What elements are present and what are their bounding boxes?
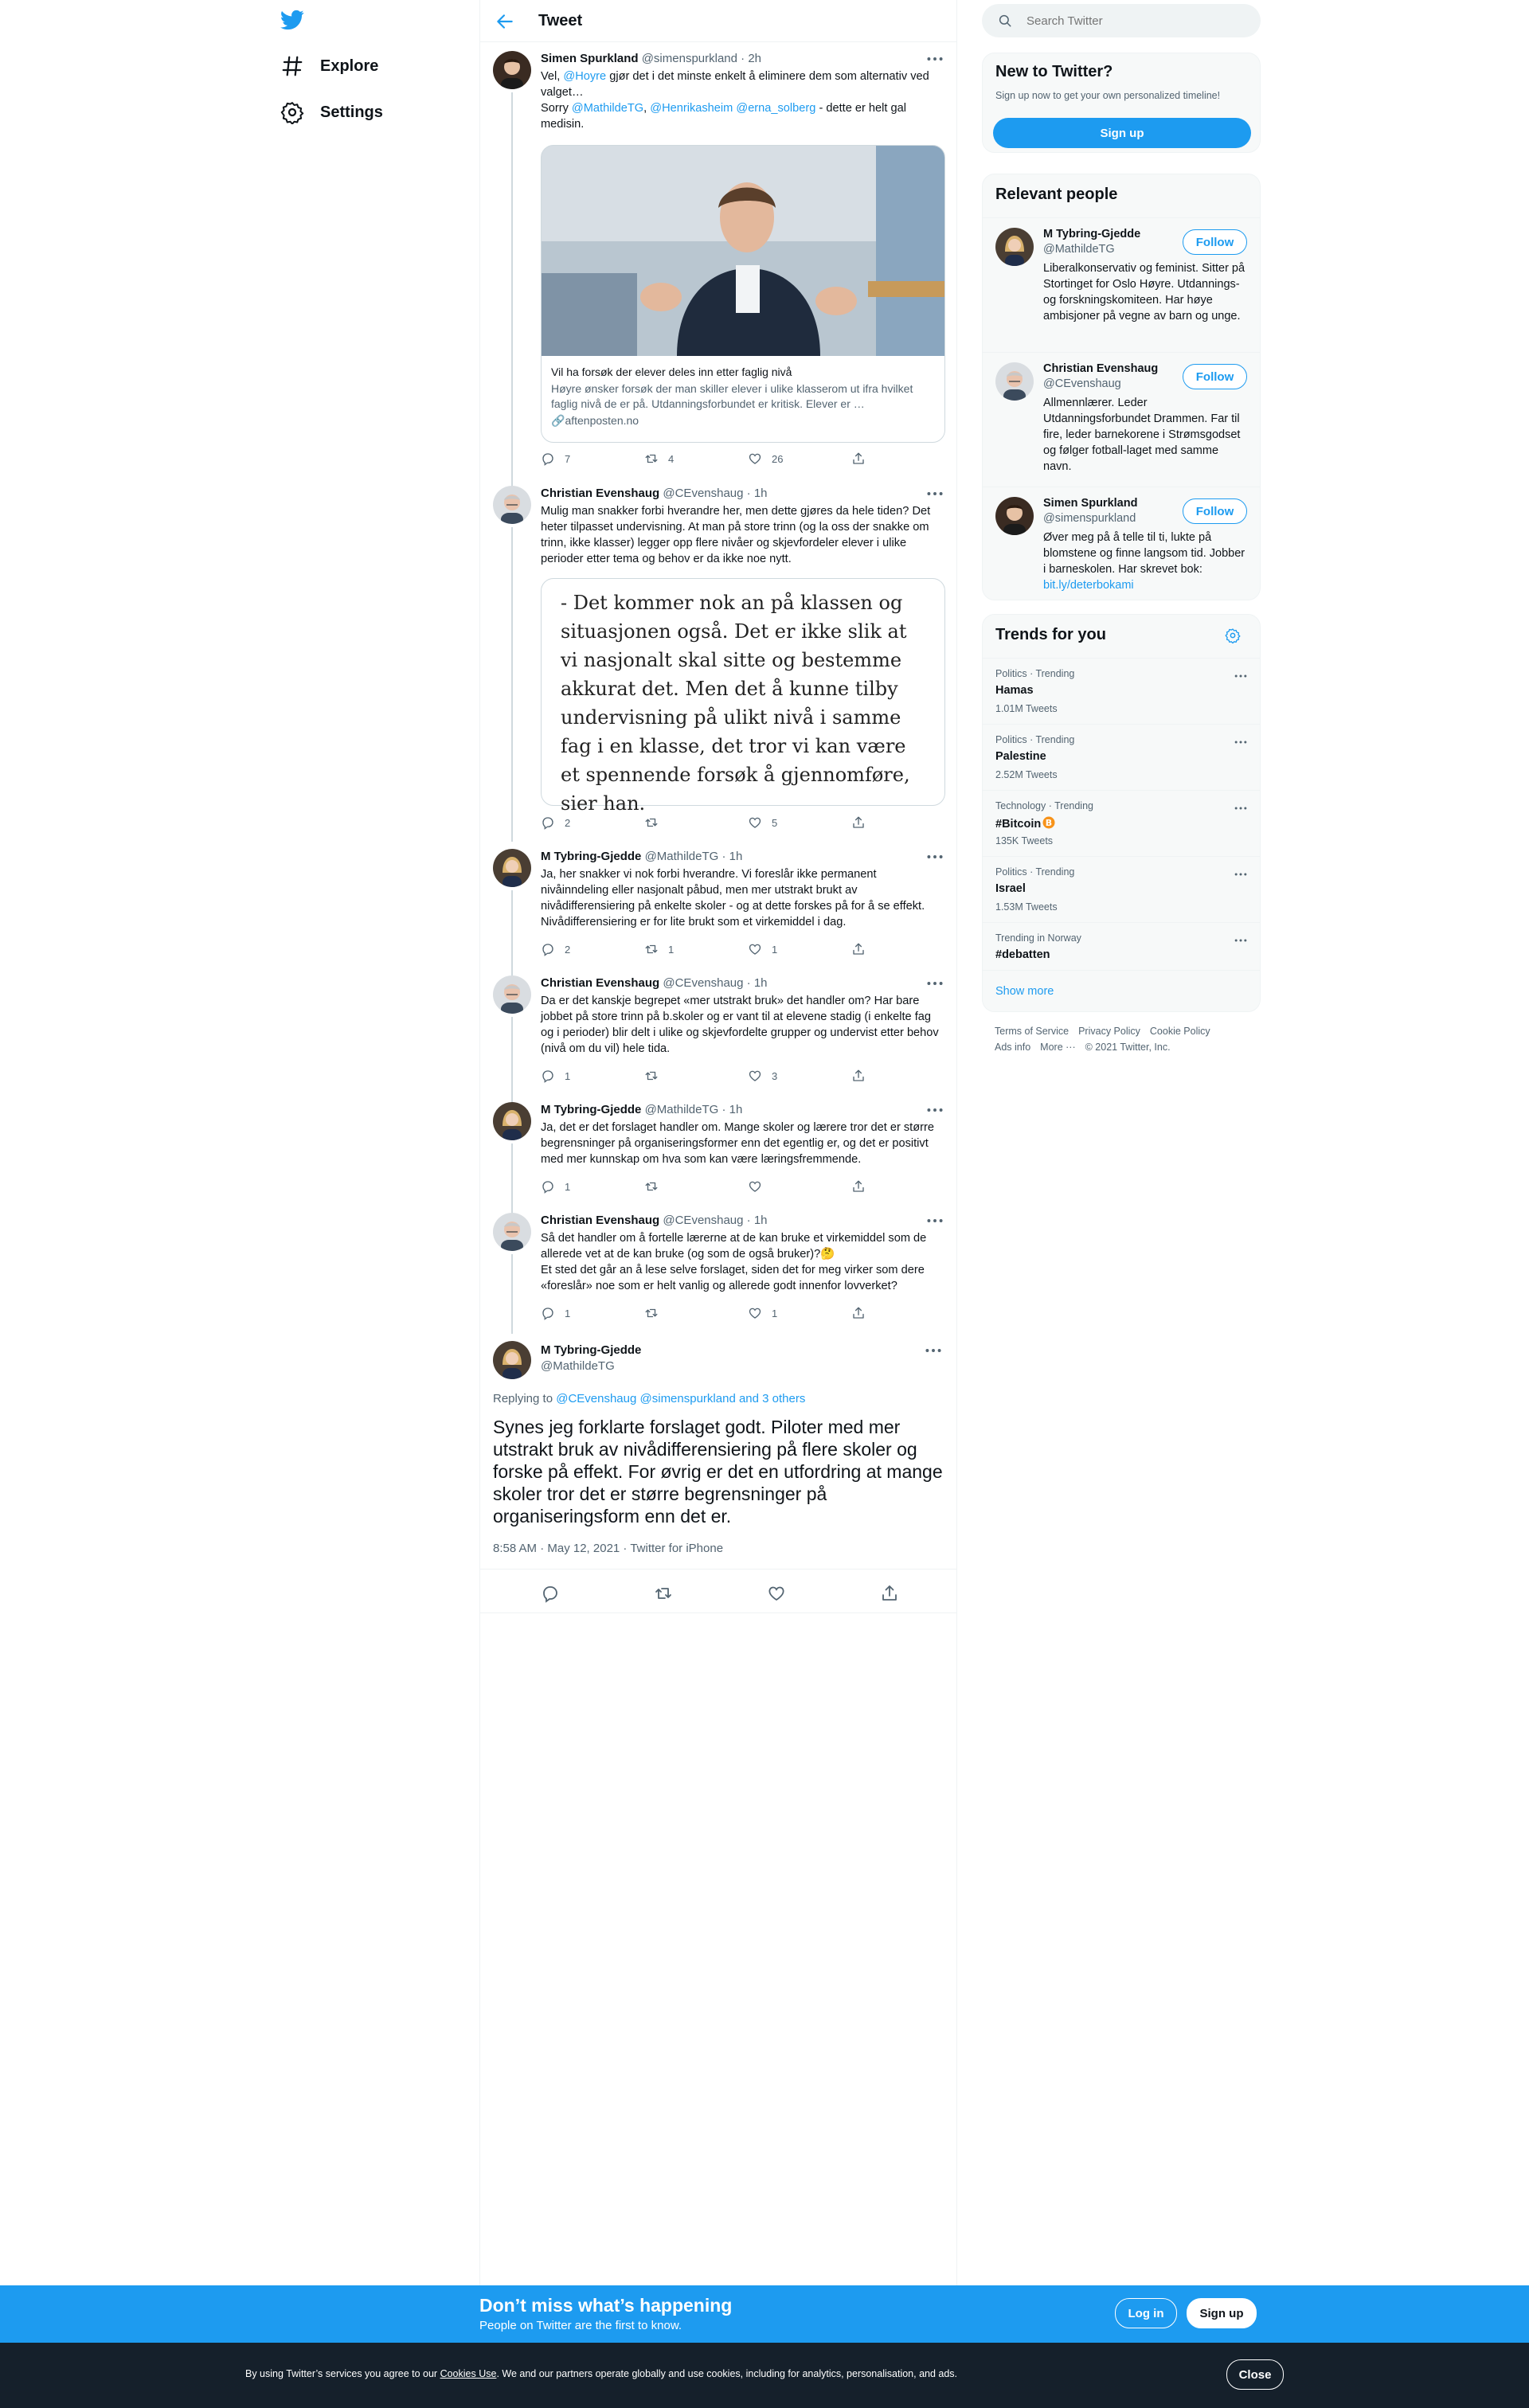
author-name[interactable]: Simen Spurkland	[541, 52, 639, 65]
tweet-time[interactable]: · 1h	[746, 976, 768, 990]
reply-icon	[541, 942, 555, 956]
tweet-time[interactable]: · 1h	[746, 1214, 768, 1227]
retweet-button[interactable]	[644, 1305, 748, 1321]
trend-name: #debatten	[995, 948, 1050, 961]
card-domain: aftenposten.no	[565, 414, 639, 427]
thread-tweet[interactable]	[480, 51, 956, 481]
signup-promo-bar	[0, 2285, 1529, 2343]
author-handle: @CEvenshaug	[663, 487, 744, 500]
avatar[interactable]	[493, 486, 531, 524]
panel-title: Trends for you	[995, 626, 1106, 643]
heart-icon	[748, 1179, 762, 1194]
thread-connector	[511, 1143, 513, 1214]
trend-context: Politics · Trending	[995, 734, 1075, 745]
more-options-icon[interactable]	[1233, 670, 1249, 682]
reply-icon	[541, 452, 555, 466]
trend-count: 2.52M Tweets	[995, 769, 1058, 780]
retweet-icon	[644, 1306, 659, 1320]
more-link[interactable]: More ···	[1040, 1042, 1076, 1053]
cookie-text	[245, 2368, 957, 2379]
share-button[interactable]	[851, 815, 891, 831]
author-handle: @simenspurkland	[641, 52, 737, 65]
person-card[interactable]	[983, 217, 1261, 352]
like-button[interactable]	[748, 1068, 851, 1084]
search-box[interactable]	[982, 4, 1261, 37]
bio-link[interactable]: bit.ly/deterbokami	[1043, 579, 1134, 592]
reply-button[interactable]	[541, 1179, 644, 1194]
retweet-icon	[644, 815, 659, 830]
back-arrow-icon[interactable]	[495, 11, 515, 32]
thread-tweet[interactable]	[480, 1213, 956, 1328]
sign-up-button[interactable]: Sign up	[993, 118, 1251, 148]
like-count: 1	[772, 1307, 778, 1319]
thread-connector	[511, 1017, 513, 1103]
page-title: Tweet	[538, 12, 583, 29]
author-name[interactable]: M Tybring-Gjedde	[541, 1343, 642, 1357]
trend-name-text: #Bitcoin	[995, 818, 1042, 831]
like-button[interactable]	[748, 451, 851, 467]
share-button[interactable]	[851, 1305, 891, 1321]
replying-to-link[interactable]: @CEvenshaug @simenspurkland and 3 others	[556, 1392, 806, 1405]
more-options-icon[interactable]	[1233, 868, 1249, 881]
avatar[interactable]	[493, 1213, 531, 1251]
retweet-button[interactable]	[644, 1068, 748, 1084]
retweet-icon	[644, 942, 659, 956]
panel-subtitle: Sign up now to get your own personalized timeline!	[995, 90, 1221, 101]
share-icon	[851, 1179, 866, 1194]
trend-item[interactable]	[983, 658, 1261, 724]
person-handle: @MathildeTG	[1043, 243, 1115, 256]
reply-icon	[541, 1069, 555, 1083]
share-button[interactable]	[851, 1179, 891, 1194]
retweet-icon[interactable]	[654, 1584, 673, 1603]
trend-item[interactable]	[983, 790, 1261, 856]
heart-icon	[748, 815, 762, 830]
thread-tweet[interactable]	[480, 975, 956, 1091]
more-options-icon[interactable]	[925, 486, 945, 502]
trend-context: Technology · Trending	[995, 800, 1093, 811]
avatar[interactable]	[493, 849, 531, 887]
more-options-icon[interactable]	[923, 1343, 944, 1358]
nav-explore[interactable]	[276, 46, 451, 86]
promo-subtitle: People on Twitter are the first to know.	[479, 2319, 682, 2332]
retweet-icon	[644, 1179, 659, 1194]
person-name[interactable]: M Tybring-Gjedde	[1043, 228, 1141, 240]
thread-connector	[511, 1254, 513, 1334]
trend-count: 135K Tweets	[995, 835, 1054, 846]
show-more-link[interactable]: Show more	[995, 985, 1054, 998]
heart-icon	[748, 452, 762, 466]
reply-count: 7	[565, 452, 571, 465]
person-name[interactable]: Simen Spurkland	[1043, 497, 1138, 510]
cookie-text-b: . We and our partners operate globally and use cookies, including for analytics, personalisation, and ads.	[496, 2368, 958, 2379]
retweet-count: 1	[668, 943, 675, 956]
heart-icon	[748, 1306, 762, 1320]
new-to-twitter-panel	[982, 53, 1261, 153]
tweet-time[interactable]: · 1h	[721, 850, 743, 863]
heart-icon	[748, 942, 762, 956]
thread-tweet[interactable]	[480, 1102, 956, 1202]
search-icon	[998, 14, 1012, 28]
like-count: 26	[772, 452, 784, 465]
thread-tweet[interactable]	[480, 849, 956, 964]
cookie-consent-bar	[0, 2343, 1529, 2408]
reply-count: 1	[565, 1069, 571, 1082]
bitcoin-icon	[1042, 816, 1055, 829]
promo-title: Don’t miss what’s happening	[479, 2295, 733, 2316]
twitter-logo-icon[interactable]	[279, 8, 307, 33]
person-handle: @CEvenshaug	[1043, 377, 1121, 390]
trend-context: Politics · Trending	[995, 668, 1075, 679]
trend-item[interactable]	[983, 724, 1261, 790]
retweet-icon	[644, 452, 659, 466]
tweet-actions	[541, 451, 891, 467]
trend-item[interactable]	[983, 922, 1261, 970]
person-handle: @simenspurkland	[1043, 512, 1136, 525]
thread-tweet[interactable]	[480, 486, 956, 832]
sign-up-button[interactable]: Sign up	[1187, 2298, 1257, 2328]
retweet-button[interactable]	[644, 941, 748, 957]
mention-link[interactable]: @Hoyre	[563, 70, 607, 83]
retweet-button[interactable]	[644, 451, 748, 467]
tweet-actions	[541, 1068, 891, 1084]
tweet-text: Så det handler om å fortelle lærerne at de kan bruke et virkemiddel som de allerede vet at de kan bruke (og som de også bruker)?🤔 Et sted det går an å lese selve forslaget, siden det for meg virker som dere «foreslår» noe som er helt vanlig og allerede godt innenfor lovverket?	[541, 1232, 927, 1292]
author-name[interactable]: Christian Evenshaug	[541, 487, 660, 500]
reply-count: 1	[565, 1307, 571, 1319]
share-icon	[851, 452, 866, 466]
more-options-icon[interactable]	[925, 1102, 945, 1118]
main-column	[479, 0, 957, 2285]
author-name[interactable]: M Tybring-Gjedde	[541, 850, 642, 863]
tweet-text: Da er det kanskje begrepet «mer utstrakt bruk» det handler om? Har bare jobbet på store trinn på b.skoler og er vant til at elevene stadig (i enkelte fag og i perioder) blir delt i ulike og skjevfordelte grupper og undervist etter behov (nivå om du vil) hele tida.	[541, 995, 939, 1055]
focused-tweet-actions	[480, 1569, 956, 1613]
reply-button[interactable]	[541, 941, 644, 957]
relevant-people-panel	[982, 174, 1261, 600]
reply-icon[interactable]	[541, 1584, 560, 1603]
text-fragment: Vel,	[541, 70, 564, 83]
text-fragment: gjør det i det minste enkelt å eliminere dem som alternativ ved valget…	[541, 70, 929, 99]
person-bio	[1043, 530, 1249, 593]
like-count: 3	[772, 1069, 778, 1082]
like-count: 1	[772, 943, 778, 956]
follow-button[interactable]: Follow	[1183, 498, 1247, 524]
replying-to-label: Replying to	[493, 1392, 557, 1405]
author-name[interactable]: M Tybring-Gjedde	[541, 1103, 642, 1116]
cookies-use-link[interactable]: Cookies Use	[440, 2368, 497, 2379]
trend-count: 1.53M Tweets	[995, 901, 1058, 913]
share-icon	[851, 1306, 866, 1320]
author-handle: @MathildeTG	[644, 850, 719, 863]
retweet-button[interactable]	[644, 1179, 748, 1194]
thread-connector	[511, 527, 513, 842]
tweet-timestamp[interactable]: 8:58 AM · May 12, 2021 · Twitter for iPhone	[493, 1542, 724, 1555]
reply-button[interactable]	[541, 815, 644, 831]
trend-context: Politics · Trending	[995, 866, 1075, 878]
more-options-icon[interactable]	[1233, 736, 1249, 749]
like-button[interactable]	[748, 941, 851, 957]
author-handle[interactable]: @MathildeTG	[541, 1359, 615, 1373]
more-options-icon[interactable]	[925, 975, 945, 991]
reply-button[interactable]	[541, 451, 644, 467]
reply-button[interactable]	[541, 1305, 644, 1321]
ads-info-link[interactable]: Ads info	[995, 1042, 1031, 1053]
trend-name: Palestine	[995, 750, 1046, 763]
person-name[interactable]: Christian Evenshaug	[1043, 362, 1159, 375]
trend-item[interactable]	[983, 856, 1261, 922]
person-card[interactable]	[983, 352, 1261, 487]
trend-context: Trending in Norway	[995, 932, 1081, 944]
avatar[interactable]	[493, 1102, 531, 1140]
avatar[interactable]	[995, 497, 1034, 535]
privacy-link[interactable]: Privacy Policy	[1078, 1026, 1140, 1037]
article-image	[542, 146, 945, 356]
share-button[interactable]	[851, 941, 891, 957]
share-icon	[851, 942, 866, 956]
tweet-text: Mulig man snakker forbi hverandre her, men dette gjøres da hele tiden? Det heter tilpasset undervisning. At man på store trinn (og la oss der snakke om trinn, ikke klasser) legger opp flere nivåer og skjevfordeler elever i ulike perioder etter tema og behov er da ikke noe nytt.	[541, 505, 931, 565]
heart-icon[interactable]	[767, 1584, 786, 1603]
tweet-actions	[541, 815, 891, 831]
bio-text: Øver meg på å telle til ti, lukte på blomstene og finne langsom tid. Jobber i barneskolen. Har skrevet bok:	[1043, 531, 1245, 576]
follow-button[interactable]: Follow	[1183, 229, 1247, 255]
share-icon	[851, 1069, 866, 1083]
retweet-icon	[644, 1069, 659, 1083]
text-fragment: Sorry	[541, 102, 572, 115]
close-cookie-button[interactable]: Close	[1226, 2359, 1284, 2390]
avatar[interactable]	[995, 362, 1034, 401]
panel-title: Relevant people	[995, 186, 1118, 203]
person-bio: Allmennlærer. Leder Utdanningsforbundet Drammen. Far til fire, leder barnekorene i Strømsgodset og følger fotball-laget med samme navn.	[1043, 397, 1241, 473]
card-description: Høyre ønsker forsøk der man skiller elever i ulike klasserom ut ifra hvilket faglig nivå de er på. Utdanningsforbundet er kritisk. Elever er …	[551, 382, 913, 410]
mention-link[interactable]: @erna_solberg	[736, 102, 816, 115]
like-button[interactable]	[748, 1305, 851, 1321]
retweet-count: 4	[668, 452, 675, 465]
tweet-actions	[541, 1305, 891, 1321]
tweet-text	[541, 68, 945, 132]
author-name[interactable]: Christian Evenshaug	[541, 976, 660, 990]
footer-links	[995, 1023, 1257, 1055]
terms-link[interactable]: Terms of Service	[995, 1026, 1070, 1037]
text-fragment: - dette er helt gal medisin.	[541, 102, 906, 131]
avatar[interactable]	[493, 51, 531, 89]
tweet-time[interactable]: · 1h	[721, 1103, 743, 1116]
retweet-button[interactable]	[644, 815, 748, 831]
trend-name: Hamas	[995, 684, 1034, 697]
column-header	[480, 0, 956, 42]
quoted-text-card[interactable]: - Det kommer nok an på klassen og situasjonen også. Det er ikke slik at vi nasjonalt skal sitte og bestemme akkurat det. Men det å kunne tilby undervisning på ulikt nivå i samme fag i en klasse, det tror vi kan være et spennende forsøk å gjennomføre, sier han.	[541, 578, 945, 806]
share-button[interactable]	[851, 451, 891, 467]
focused-tweet-text: Synes jeg forklarte forslaget godt. Piloter med mer utstrakt bruk av nivådifferensiering på flere skoler og forske på effekt. For øvrig er det en utfordring at mange skoler tror det er større begrensninger på organiseringsform enn det er.	[493, 1417, 943, 1526]
person-bio: Liberalkonservativ og feminist. Sitter på Stortinget for Oslo Høyre. Utdannings- og forskningskomiteen. Har høye ambisjoner på vegne av barn og unge.	[1043, 262, 1245, 322]
thread-connector	[511, 92, 513, 491]
log-in-button[interactable]: Log in	[1115, 2298, 1177, 2328]
trends-panel	[982, 614, 1261, 1012]
share-icon	[851, 815, 866, 830]
text-fragment: ,	[643, 102, 651, 115]
cookie-text-a: By using Twitter’s services you agree to our	[245, 2368, 440, 2379]
more-options-icon[interactable]	[1233, 802, 1249, 815]
trend-name: Israel	[995, 882, 1026, 895]
like-button[interactable]	[748, 815, 851, 831]
nav-settings[interactable]	[276, 92, 451, 132]
tweet-actions	[541, 1179, 891, 1194]
search-input[interactable]	[1027, 4, 1249, 37]
like-button[interactable]	[748, 1179, 851, 1194]
tweet-actions	[541, 941, 891, 957]
reply-count: 2	[565, 816, 571, 829]
cookie-policy-link[interactable]: Cookie Policy	[1149, 1026, 1210, 1037]
nav-settings-label: Settings	[320, 103, 383, 121]
heart-icon	[748, 1069, 762, 1083]
reply-icon	[541, 1179, 555, 1194]
nav-explore-label: Explore	[320, 57, 379, 75]
trend-count: 1.01M Tweets	[995, 703, 1058, 714]
gear-icon	[280, 100, 304, 124]
author-handle: @CEvenshaug	[663, 1214, 744, 1227]
tweet-time[interactable]: · 1h	[746, 487, 768, 500]
reply-button[interactable]	[541, 1068, 644, 1084]
follow-button[interactable]: Follow	[1183, 364, 1247, 389]
link-preview-card[interactable]	[541, 145, 945, 443]
person-card[interactable]	[983, 487, 1261, 600]
tweet-text: Ja, her snakker vi nok forbi hverandre. Vi foreslår ikke permanent nivåinndeling eller nasjonalt påbud, men mer utstrakt brukt av nivådifferensiering på enkelte skoler - og at dette forskes på for å se effekt. Nivådifferensiering er for lite brukt som et virkemiddel i dag.	[541, 868, 925, 928]
author-handle: @CEvenshaug	[663, 976, 744, 990]
more-options-icon[interactable]	[1233, 934, 1249, 947]
reply-icon	[541, 1306, 555, 1320]
card-title: Vil ha forsøk der elever deles inn etter faglig nivå	[551, 366, 792, 378]
gear-icon[interactable]	[1225, 627, 1241, 643]
trend-name	[995, 816, 1055, 831]
author-name[interactable]: Christian Evenshaug	[541, 1214, 660, 1227]
share-icon[interactable]	[880, 1584, 899, 1603]
avatar[interactable]	[493, 1341, 531, 1379]
panel-title: New to Twitter?	[995, 63, 1113, 80]
svg-text:B: B	[1046, 818, 1053, 828]
tweet-time[interactable]: · 2h	[741, 52, 762, 65]
reply-count: 1	[565, 1180, 571, 1193]
avatar[interactable]	[493, 975, 531, 1014]
more-options-icon[interactable]	[925, 1213, 945, 1229]
more-options-icon[interactable]	[925, 849, 945, 865]
link-icon: 🔗	[551, 414, 565, 427]
like-count: 5	[772, 816, 778, 829]
mention-link[interactable]: @MathildeTG	[571, 102, 644, 115]
share-button[interactable]	[851, 1068, 891, 1084]
avatar[interactable]	[995, 228, 1034, 266]
more-options-icon[interactable]	[925, 51, 945, 67]
hashtag-icon	[280, 54, 304, 78]
copyright: © 2021 Twitter, Inc.	[1085, 1042, 1171, 1053]
reply-icon	[541, 815, 555, 830]
mention-link[interactable]: @Henrikasheim	[650, 102, 733, 115]
author-handle: @MathildeTG	[644, 1103, 719, 1116]
reply-count: 2	[565, 943, 571, 956]
thread-connector	[511, 890, 513, 976]
tweet-text: Ja, det er det forslaget handler om. Mange skoler og lærere tror det er større begrensninger på organiseringsformer enn det egentlig er, og det er positivt med mer kunnskap om hva som kan være læringsfremmende.	[541, 1121, 934, 1166]
